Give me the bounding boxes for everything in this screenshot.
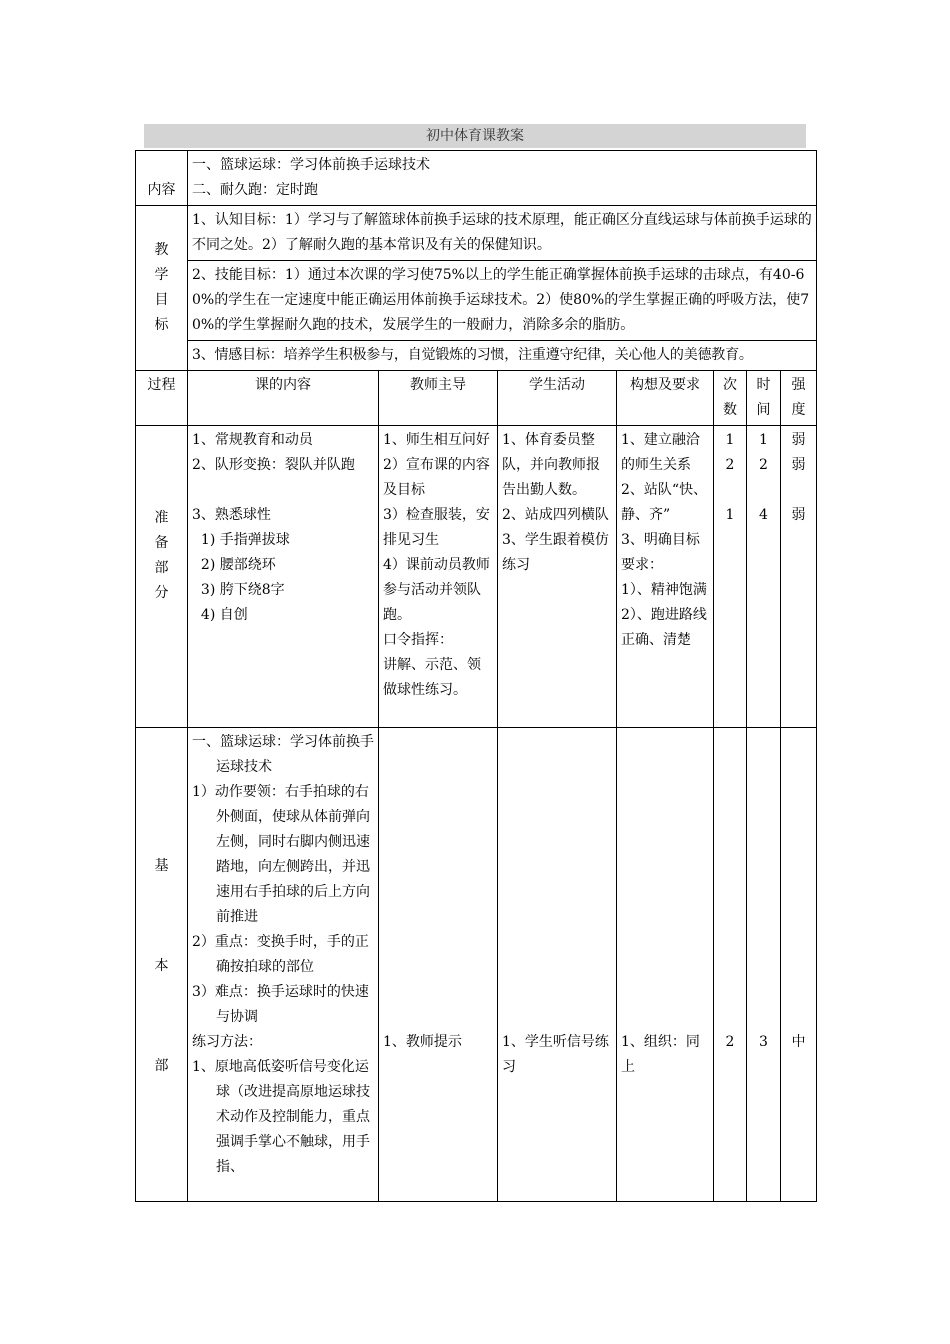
basic-times-cell — [714, 728, 747, 1202]
basic-content-line: 1）动作要领：右手拍球的右外侧面，使球从体前弹向左侧，同时右脚内侧迅速踏地，向左侧跨出，并迅速用右手拍球的后上方向前推进 — [192, 784, 370, 925]
prep-duration-cell — [747, 426, 781, 728]
content-label-cell — [136, 151, 188, 206]
header-process: 过程 — [136, 371, 188, 426]
prep-intensity-value: 弱 — [791, 507, 806, 523]
content-row — [136, 151, 817, 206]
basic-content-line: 练习方法： — [192, 1034, 262, 1050]
basic-student-text: 1、学生听信号练习 — [502, 1034, 609, 1075]
basic-duration-cell — [747, 728, 781, 1202]
prep-concept-cell — [617, 426, 714, 728]
prep-content-spacer — [192, 478, 374, 503]
goals-label-char: 目 — [154, 292, 169, 308]
header-student: 学生活动 — [498, 371, 617, 426]
prep-intensity-value: 弱 — [791, 457, 806, 473]
header-lesson-content: 课的内容 — [188, 371, 379, 426]
prep-content-line: 1、常规教育和动员 — [192, 432, 313, 448]
goal-skill: 2、技能目标：1）通过本次课的学习使75%以上的学生能正确掌握体前换手运球的击球点，有40-60%的学生在一定速度中能正确运用体前换手运球技术。2）使80%的学生掌握正确的呼吸方法，使70%的学生掌握耐久跑的技术，发展学生的一般耐力，消除多余的脂肪。 — [188, 261, 817, 341]
basic-concept-text: 1、组织：同上 — [621, 1034, 700, 1075]
header-concept: 构想及要求 — [617, 371, 714, 426]
prep-times-value: 1 — [725, 432, 735, 448]
prep-content-line: 1) 手指弹拔球 — [192, 532, 290, 548]
prep-teacher-line: 2）宣布课的内容及目标 — [383, 457, 490, 498]
basic-content-line: 一、篮球运球：学习体前换手运球技术 — [192, 734, 374, 775]
goals-label-char: 标 — [154, 317, 169, 333]
header-intensity: 强度 — [781, 371, 817, 426]
prep-student-line: 3、学生跟着模仿练习 — [502, 532, 609, 573]
prep-concept-line: 1）、精神饱满2）、跑进路线正确、清楚 — [621, 582, 707, 648]
prep-content-line: 2) 腰部绕环 — [192, 557, 276, 573]
basic-label-gap — [140, 979, 183, 1054]
prep-label-cell — [136, 426, 188, 728]
basic-content-cell — [188, 728, 379, 1202]
prep-label-char: 准 — [154, 510, 169, 526]
prep-teacher-line: 口令指挥： — [383, 632, 453, 648]
basic-label-char: 基 — [154, 858, 169, 874]
goal-row-cognitive — [136, 206, 817, 261]
prep-duration-spacer — [751, 478, 776, 503]
prep-teacher-line: 讲解、示范、领做球性练习。 — [383, 657, 481, 698]
prep-teacher-cell — [379, 426, 498, 728]
basic-duration-value: 3 — [759, 1034, 768, 1050]
prep-times-value: 2 — [725, 457, 735, 473]
header-duration: 时间 — [747, 371, 781, 426]
prep-teacher-line: 4）课前动员教师参与活动并领队跑。 — [383, 557, 490, 623]
prep-content-line: 3) 胯下绕8字 — [192, 582, 285, 598]
header-row — [136, 371, 817, 426]
prep-label-char: 备 — [154, 535, 169, 551]
basic-content-line: 3）难点：换手运球时的快速与协调 — [192, 984, 369, 1025]
basic-content-line: 2）重点：变换手时，手的正确按拍球的部位 — [192, 934, 369, 975]
content-line: 一、篮球运球：学习体前换手运球技术 — [192, 157, 430, 173]
basic-teacher-cell — [379, 728, 498, 1202]
goals-label-char: 学 — [154, 267, 169, 283]
prep-content-line: 2、队形变换：裂队并队跑 — [192, 457, 355, 473]
prep-row — [136, 426, 817, 728]
basic-row — [136, 728, 817, 1202]
header-times: 次数 — [714, 371, 747, 426]
goal-row-skill — [136, 261, 817, 341]
prep-label-char: 部 — [154, 560, 169, 576]
prep-times-spacer — [718, 478, 742, 503]
basic-label-char: 本 — [154, 958, 169, 974]
prep-student-line: 2、站成四列横队 — [502, 507, 609, 523]
goal-row-affective — [136, 341, 817, 371]
goals-label-char: 教 — [154, 242, 169, 258]
prep-intensity-value: 弱 — [791, 432, 806, 448]
basic-concept-cell — [617, 728, 714, 1202]
prep-content-line: 3、熟悉球性 — [192, 507, 271, 523]
prep-student-cell — [498, 426, 617, 728]
prep-teacher-line: 1、师生相互问好 — [383, 432, 490, 448]
basic-content-line: 1、原地高低姿听信号变化运球（改进提高原地运球技术动作及控制能力，重点强调手掌心不触球，用手指、 — [192, 1059, 370, 1175]
prep-content-cell — [188, 426, 379, 728]
basic-times-value: 2 — [725, 1034, 735, 1050]
prep-student-line: 1、体育委员整队，并向教师报告出勤人数。 — [502, 432, 600, 498]
header-teacher: 教师主导 — [379, 371, 498, 426]
basic-intensity-value: 中 — [791, 1034, 806, 1050]
prep-teacher-line: 3）检查服装，安排见习生 — [383, 507, 490, 548]
basic-intensity-cell — [781, 728, 817, 1202]
prep-concept-line: 2、站队“快、静、齐” — [621, 482, 708, 523]
prep-times-value: 1 — [725, 507, 735, 523]
prep-content-line: 4) 自创 — [192, 607, 248, 623]
document-title: 初中体育课教案 — [144, 124, 806, 148]
content-label: 内容 — [147, 182, 176, 198]
prep-duration-value: 4 — [759, 507, 768, 523]
prep-duration-value: 1 — [759, 432, 768, 448]
prep-duration-value: 2 — [759, 457, 768, 473]
lesson-plan-table — [135, 150, 817, 1202]
goal-affective: 3、情感目标：培养学生积极参与，自觉锻炼的习惯，注重遵守纪律，关心他人的美德教育。 — [188, 341, 817, 371]
goals-label-cell — [136, 206, 188, 371]
basic-student-cell — [498, 728, 617, 1202]
prep-intensity-cell — [781, 426, 817, 728]
prep-concept-line: 3、明确目标要求： — [621, 532, 700, 573]
basic-label-char: 部 — [154, 1058, 169, 1074]
basic-label-gap — [140, 879, 183, 954]
prep-label-char: 分 — [154, 585, 169, 601]
basic-teacher-text: 1、教师提示 — [383, 1034, 462, 1050]
basic-label-cell — [136, 728, 188, 1202]
prep-times-cell — [714, 426, 747, 728]
content-line: 二、耐久跑：定时跑 — [192, 182, 318, 198]
prep-intensity-spacer — [785, 478, 812, 503]
goal-cognitive: 1、认知目标：1）学习与了解篮球体前换手运球的技术原理，能正确区分直线运球与体前换手运球的不同之处。2）了解耐久跑的基本常识及有关的保健知识。 — [188, 206, 817, 261]
prep-concept-line: 1、建立融洽的师生关系 — [621, 432, 700, 473]
content-text-cell — [188, 151, 817, 206]
